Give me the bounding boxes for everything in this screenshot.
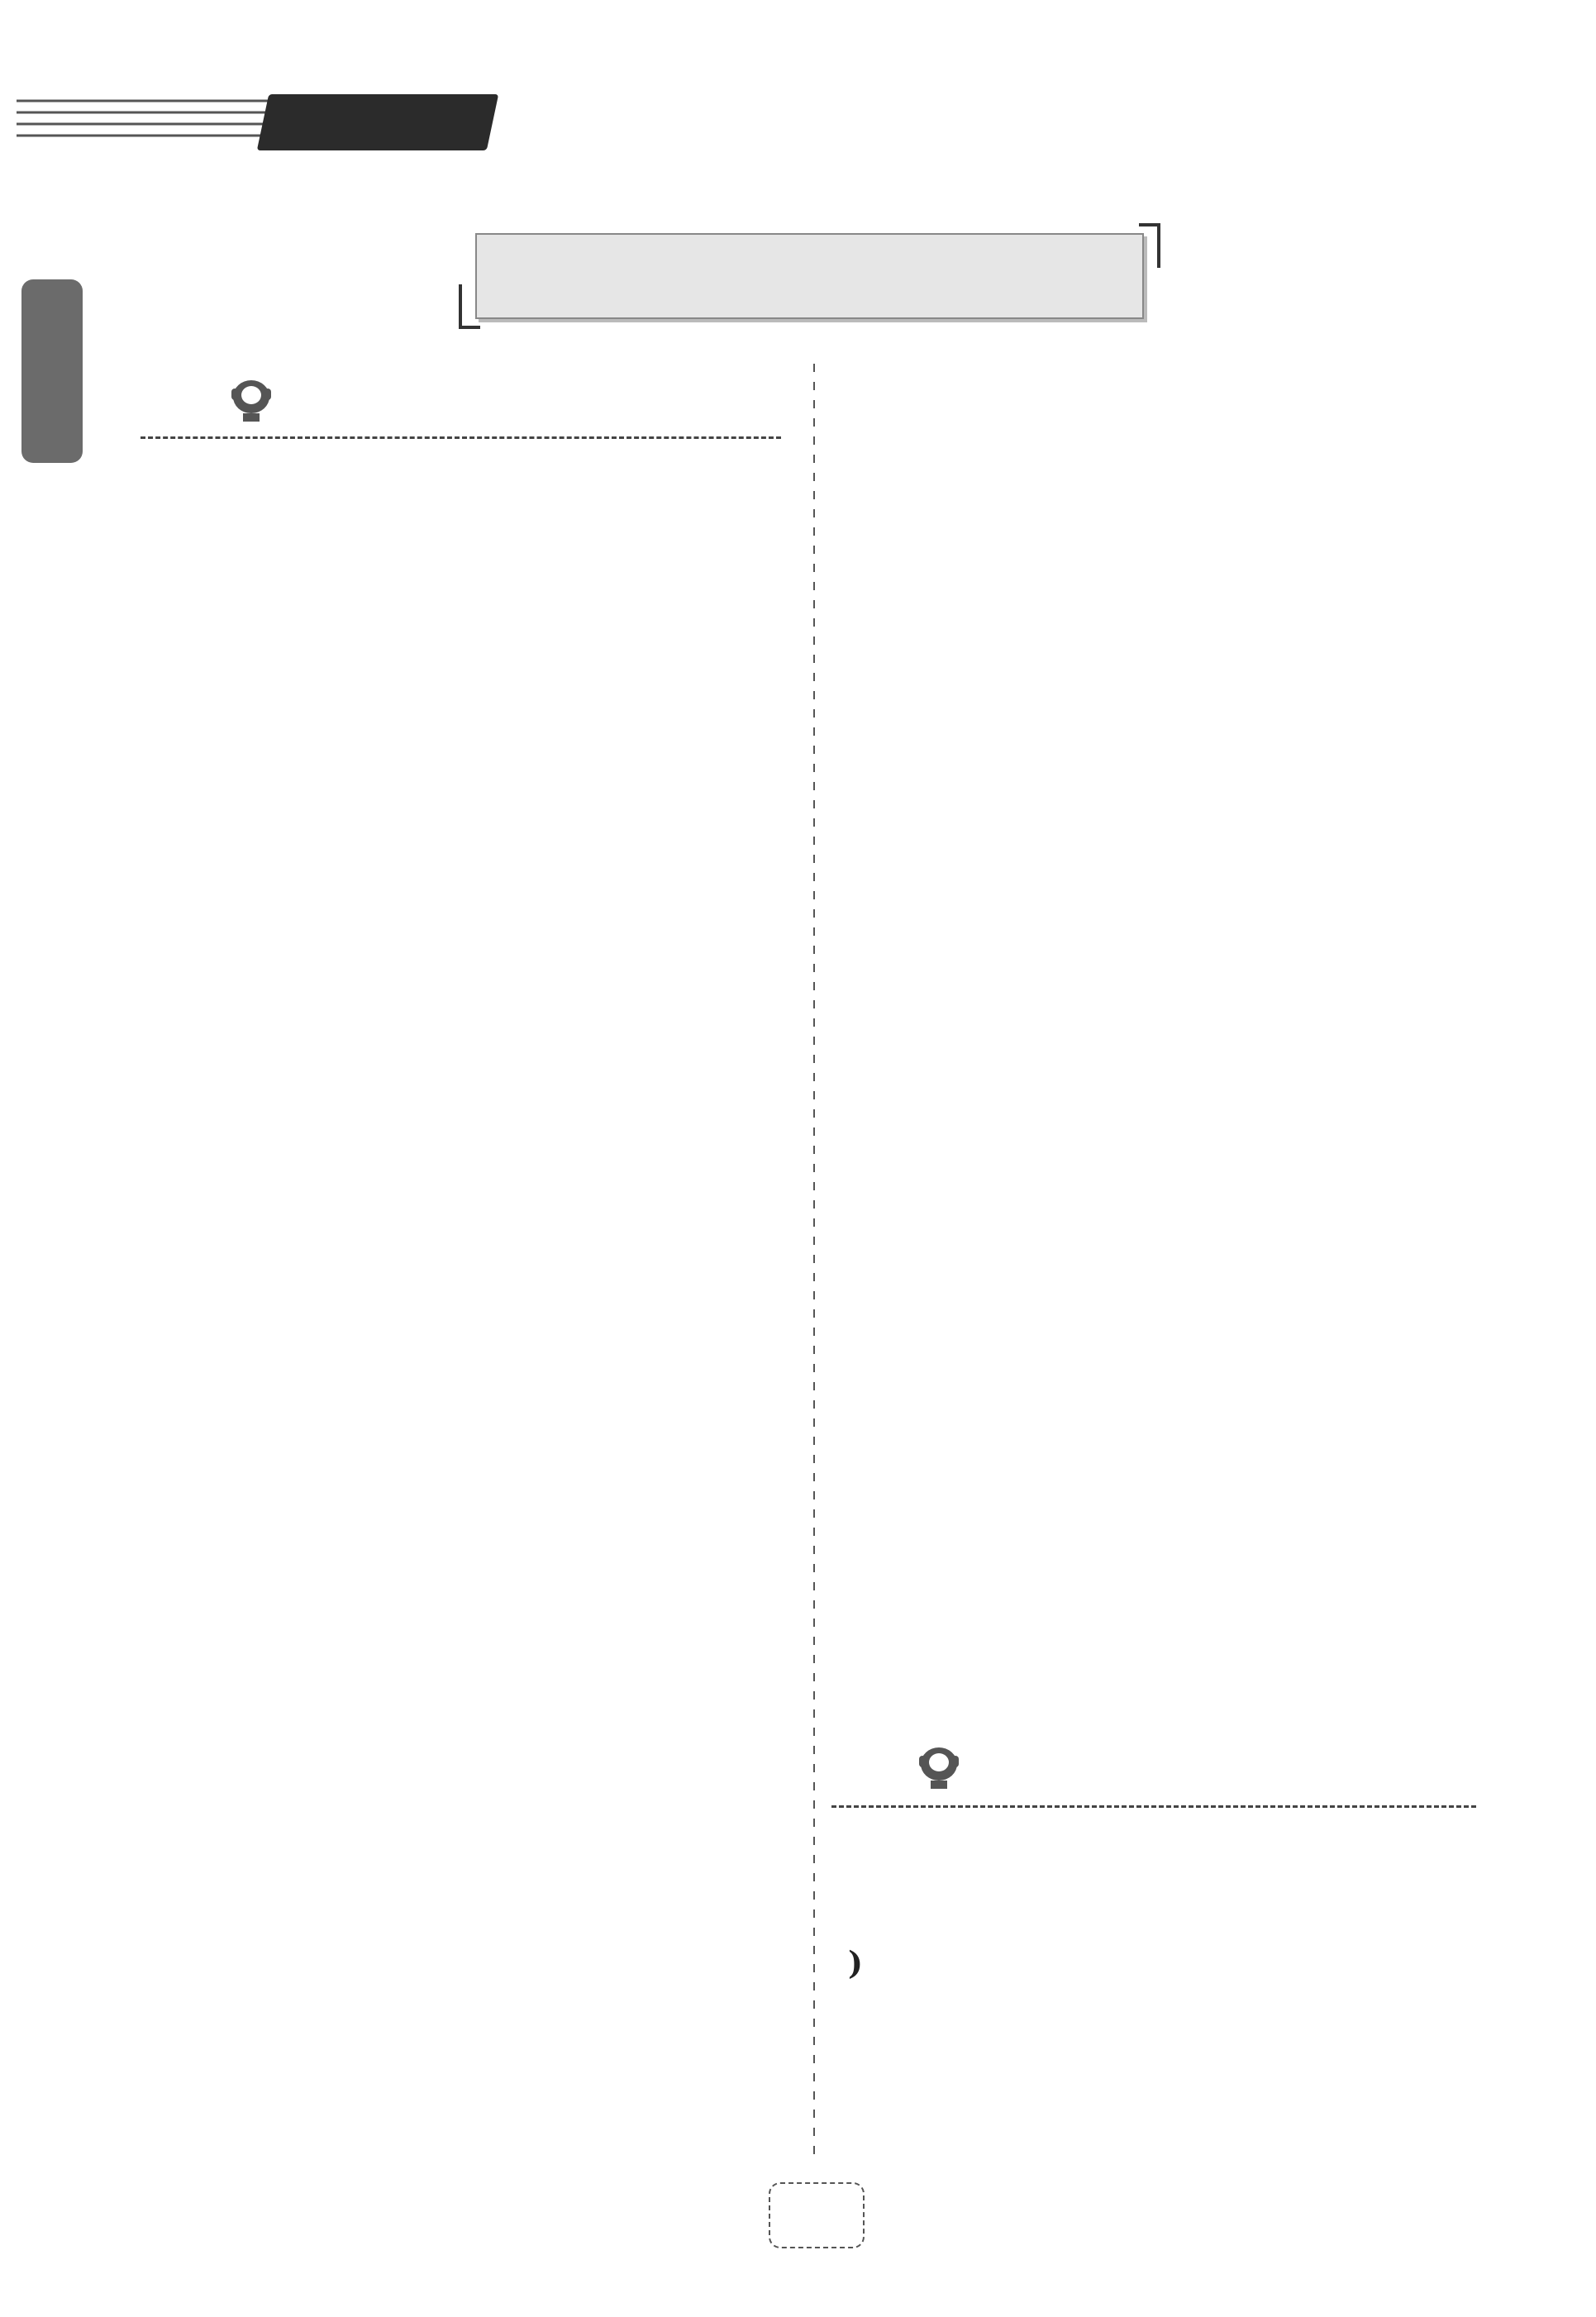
- mc-option-a: [863, 1990, 1574, 2048]
- dashed-rule: [141, 436, 781, 439]
- mc-option-b: [863, 2048, 1574, 2105]
- mc-question: ): [831, 1934, 863, 1991]
- page-number: [769, 2182, 865, 2248]
- section1-heading: [225, 377, 293, 425]
- brand-logo: [257, 94, 498, 150]
- lesson-title-box: [475, 233, 1144, 319]
- header-decor-lines: [17, 89, 289, 147]
- trophy-icon: [912, 1744, 965, 1792]
- mc-options: [863, 1990, 1574, 2162]
- dashed-rule: [831, 1805, 1476, 1808]
- column-divider: [808, 364, 820, 2157]
- unit-tab: [21, 279, 83, 463]
- trophy-icon: [225, 377, 278, 425]
- mc-option-c: [863, 2105, 1574, 2162]
- section2-heading: [912, 1744, 980, 1792]
- mc-answer: [831, 1945, 848, 1981]
